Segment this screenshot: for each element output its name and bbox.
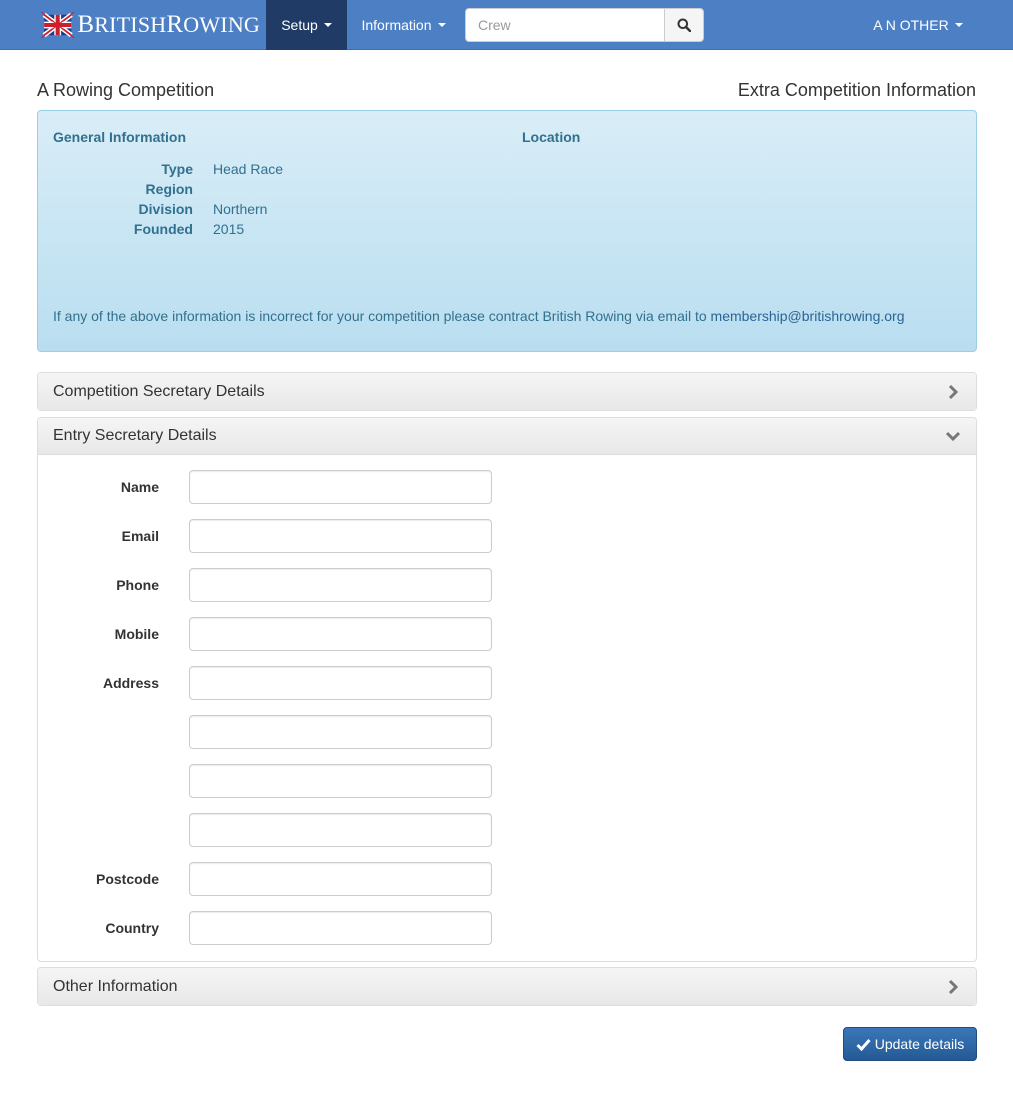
address-line-1-field[interactable] (189, 666, 492, 700)
competition-secretary-panel-toggle[interactable] (38, 373, 976, 410)
search-icon (677, 18, 691, 32)
form-row-mobile (38, 617, 538, 651)
address-line-3-field[interactable] (189, 764, 492, 798)
info-value: 2015 (213, 221, 245, 237)
info-row-division (53, 199, 283, 219)
top-navbar (0, 0, 1013, 50)
update-details-label: Update details (874, 1036, 965, 1052)
mobile-label: Mobile (114, 626, 159, 642)
membership-email-link[interactable]: membership@britishrowing.org (710, 308, 905, 324)
form-row-address-4 (38, 813, 538, 847)
form-row-country (38, 911, 538, 945)
nav-information-dropdown[interactable] (347, 0, 460, 50)
panel-title: Entry Secretary Details (53, 427, 217, 444)
user-name: A N OTHER (873, 17, 949, 33)
general-info-heading: General Information (53, 129, 187, 145)
postcode-label: Postcode (95, 871, 159, 887)
entry-secretary-panel (37, 417, 977, 962)
chevron-right-icon (945, 384, 961, 400)
update-details-button[interactable] (843, 1027, 977, 1061)
form-row-phone (38, 568, 538, 602)
check-icon (856, 1038, 871, 1051)
address-line-2-label (38, 715, 159, 749)
address-label: Address (102, 675, 159, 691)
competition-info-alert (37, 110, 977, 352)
other-information-panel (37, 967, 977, 1006)
page-title: A Rowing Competition (37, 80, 215, 100)
other-information-panel-toggle[interactable] (38, 968, 976, 1005)
phone-label: Phone (116, 577, 159, 593)
info-value: Northern (213, 201, 268, 217)
location-heading: Location (522, 129, 581, 145)
panel-title: Competition Secretary Details (53, 382, 265, 400)
nav-setup-label: Setup (281, 17, 318, 33)
postcode-field[interactable] (189, 862, 492, 896)
form-row-address-2 (38, 715, 538, 749)
address-line-3-label (38, 764, 159, 798)
address-line-2-field[interactable] (189, 715, 492, 749)
union-jack-icon (40, 4, 75, 46)
info-correction-note (53, 308, 904, 324)
caret-down-icon (438, 23, 446, 27)
form-row-email (38, 519, 538, 553)
info-note-text: If any of the above information is incorrect for your competition please contract British Rowing via email to (53, 308, 711, 324)
address-line-4-field[interactable] (189, 813, 492, 847)
phone-field[interactable] (189, 568, 492, 602)
extra-info-title: Extra Competition Information (737, 80, 976, 100)
brand-logo[interactable] (40, 4, 260, 46)
form-row-name (38, 470, 538, 504)
email-label: Email (121, 528, 159, 544)
search-input[interactable] (465, 8, 665, 42)
brand-name: BRITISHROWING (77, 11, 260, 38)
chevron-down-icon (945, 428, 961, 444)
info-value: Head Race (213, 161, 284, 177)
competition-secretary-panel (37, 372, 977, 411)
caret-down-icon (324, 23, 332, 27)
general-info-list (53, 159, 283, 239)
email-field[interactable] (189, 519, 492, 553)
info-label: Founded (133, 221, 193, 237)
form-row-postcode (38, 862, 538, 896)
user-menu-dropdown[interactable] (858, 0, 978, 50)
entry-secretary-panel-toggle[interactable] (38, 418, 976, 455)
form-row-address-1 (38, 666, 538, 700)
info-label: Division (138, 201, 193, 217)
name-label: Name (120, 479, 159, 495)
chevron-right-icon (945, 979, 961, 995)
name-field[interactable] (189, 470, 492, 504)
info-row-type (53, 159, 283, 179)
form-row-address-3 (38, 764, 538, 798)
info-row-founded (53, 219, 283, 239)
mobile-field[interactable] (189, 617, 492, 651)
info-label: Region (145, 181, 193, 197)
search-button[interactable] (664, 8, 704, 42)
info-row-region (53, 179, 283, 199)
info-label: Type (161, 161, 193, 177)
panel-title: Other Information (53, 977, 178, 995)
nav-setup-dropdown[interactable] (266, 0, 347, 50)
country-label: Country (105, 920, 159, 936)
country-field[interactable] (189, 911, 492, 945)
caret-down-icon (955, 23, 963, 27)
nav-information-label: Information (361, 17, 432, 33)
address-line-4-label (38, 813, 159, 847)
